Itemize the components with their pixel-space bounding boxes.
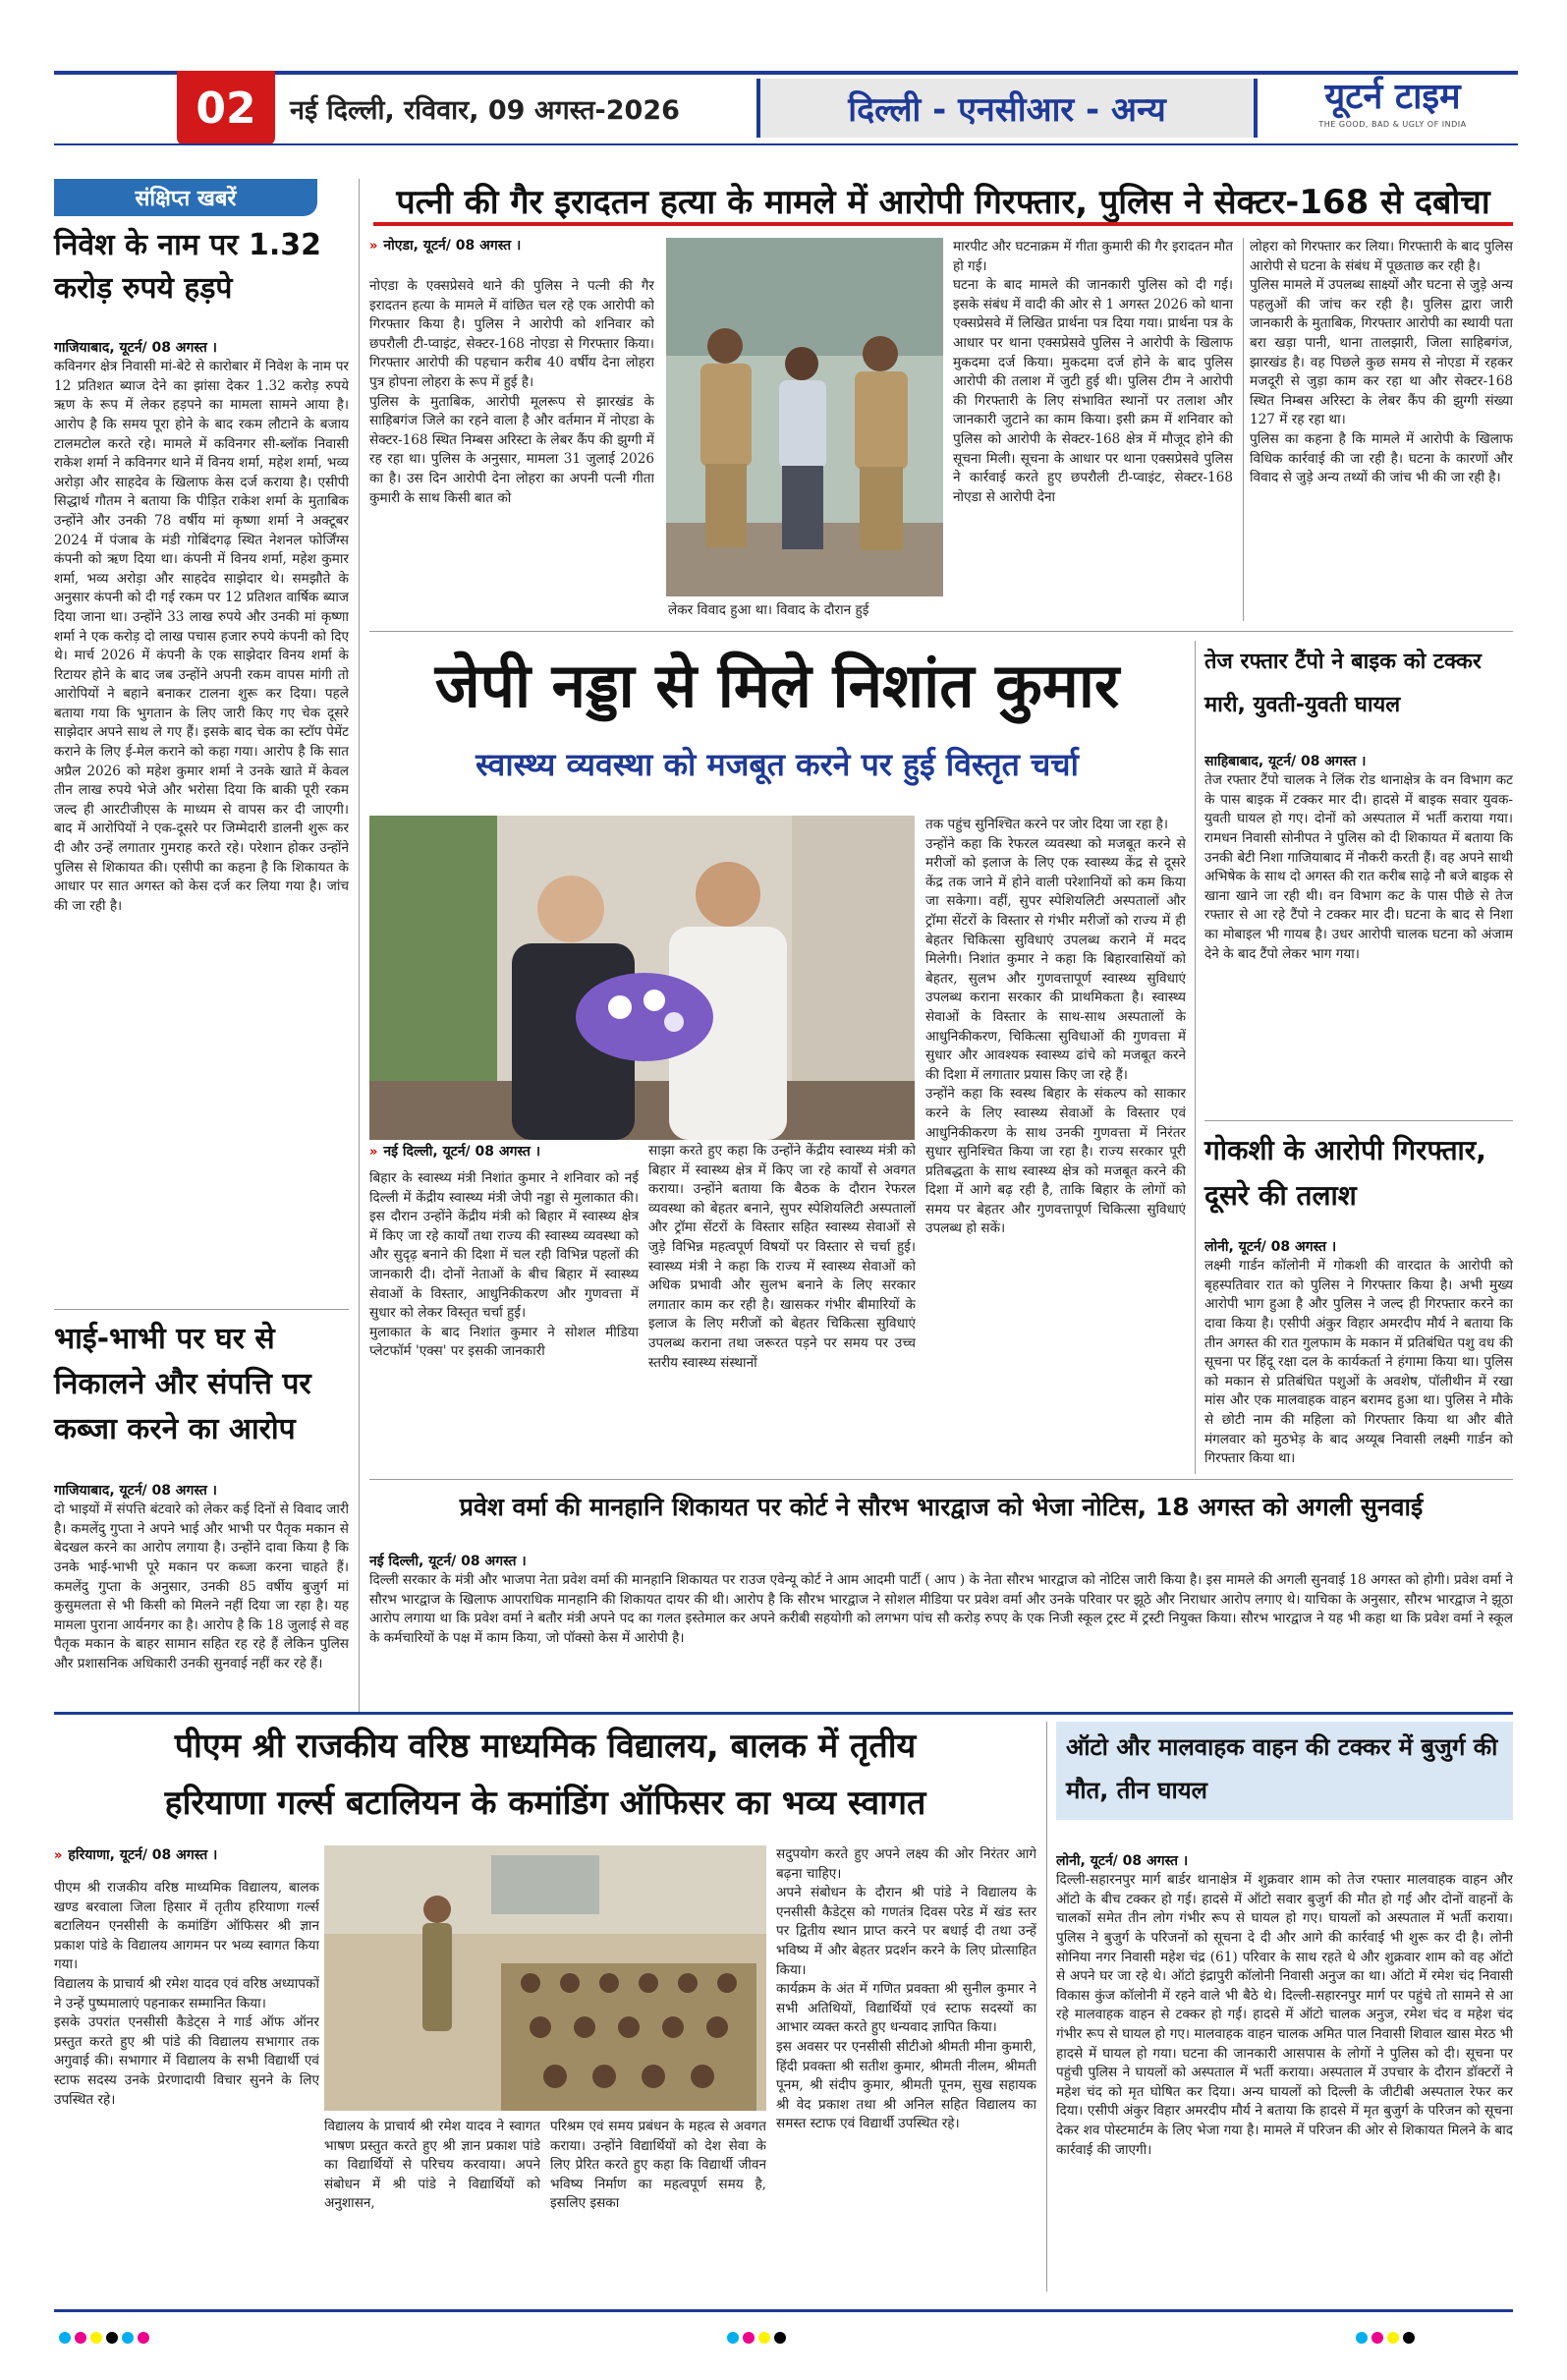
color-dot xyxy=(727,2332,739,2344)
nadda-col-right: तक पहुंच सुनिश्चित करने पर जोर दिया जा रहा है। उन्होंने कहा कि रेफरल व्यवस्था को मजबूत करने से मरीजों को इलाज के लिए एक स्वास्थ्य केंद्र से दूसरे केंद्र तक जाने में होने वाली परेशानियों को कम किया जा सकेगा। वहीं, सुपर स्पेशियलिटी अस्पतालों और ट्रॉमा सेंटरों के विस्तार से गंभीर मरीजों को राज्य में ही बेहतर चिकित्सा सुविधाएं उपलब्ध कराने में मदद मिलेगी। निशांत कुमार ने कहा कि बिहारवासियों को बेहतर, सुलभ और गुणवत्तापूर्ण स्वास्थ्य सुविधाएं उपलब्ध कराना सरकार की प्राथमिकता है। स्वास्थ्य सेवाओं के विस्तार के साथ-साथ अस्पतालों के आधुनिकीकरण, चिकित्सा सुविधाओं की गुणवत्ता में सुधार और आवश्यक स्वास्थ्य ढांचे को मजबूत करने की दिशा में लगातार प्रयास किए जा रहे हैं। उन्होंने कहा कि स्वस्थ बिहार के संकल्प को साकार करने के लिए स्वास्थ्य सेवाओं के विस्तार एवं आधुनिकीकरण के साथ उनकी गुणवत्ता में निरंतर सुधार सुनिश्चित किया जा रहा है। राज्य सरकार पूरी प्रतिबद्धता के साथ स्वास्थ्य क्षेत्र को मजबूत करने की दिशा में आगे बढ़ रही है, ताकि बिहार के लोगों को समय पर बेहतर और गुणवत्तापूर्ण चिकित्सा सुविधाएं उपलब्ध हो सकें। xyxy=(925,817,1186,1237)
lead-column-rule xyxy=(1243,238,1244,621)
sidebar-story1-body xyxy=(54,319,349,1307)
sidebar-story2-body xyxy=(54,1462,349,1708)
color-dot xyxy=(90,2332,102,2344)
color-dot xyxy=(138,2332,149,2344)
school-dateline-box xyxy=(54,1845,349,1864)
color-dot xyxy=(743,2332,755,2344)
registration-marks-center xyxy=(727,2329,923,2348)
sidebar-story2-text: दो भाइयों में संपत्ति बंटवारे को लेकर कई दिनों से विवाद जारी है। कमलेंदु गुप्ता ने अपने भाई और भाभी पर पैतृक मकान से बेदखल करने का आरोप लगाया है। उन्होंने दावा किया है कि उनके भाई-भाभी पूरे मकान पर कब्जा करना चाहते हैं। कमलेंदु गुप्ता के अनुसार, उनकी 85 वर्षीय बुजुर्ग मां कुसुमलता से भी किसी को मिलने नहीं दिया जा रहा है। यह मामला पुराना आर्यनगर का है। आरोप है कि 18 जुलाई से वह पैतृक मकान के बाहर सामान सहित रह रहे हैं लेकिन पुलिस और प्रशासनिक अधिकारी उनकी सुनवाई नहीं कर रहे हैं। xyxy=(54,1502,349,1672)
auto-body xyxy=(1056,1833,1513,2295)
page-number-text: 02 xyxy=(196,83,256,134)
parvesh-top-rule xyxy=(369,1479,1513,1480)
lead-bottom-rule xyxy=(369,631,1513,632)
school-headline-1: पीएम श्री राजकीय वरिष्ठ माध्यमिक विद्यालय, बालक में तृतीय xyxy=(174,1727,917,1766)
color-dot xyxy=(1403,2332,1415,2344)
school-col3: सदुपयोग करते हुए अपने लक्ष्य की ओर निरंतर आगे बढ़ना चाहिए। अपने संबोधन के दौरान श्री पांडे ने विद्यालय के एनसीसी कैडेट्स को गणतंत्र दिवस परेड में खंड स्तर पर द्वितीय स्थान प्राप्त करने पर बधाई दी तथा उन्हें भविष्य में और बेहतर प्रदर्शन करने के लिए प्रोत्साहित किया। कार्यक्रम के अंत में गणित प्रवक्ता श्री सुनील कुमार ने सभी अतिथियों, विद्यार्थियों एवं स्टाफ सदस्यों का आभार व्यक्त करते हुए धन्यवाद ज्ञापित किया। इस अवसर पर एनसीसी सीटीओ श्रीमती मीना कुमारी, हिंदी प्रवक्ता श्री सतीश कुमार, श्रीमती नीलम, श्रीमती पूनम, श्री संदीप कुमार, श्रीमती पूनम, सुख सहायक श्री वेद प्रकाश तथा श्री अनिल सहित विद्यालय का समस्त स्टाफ एवं विद्यार्थी उपस्थित रहे। xyxy=(776,1846,1036,2132)
registration-marks-left xyxy=(59,2329,354,2348)
sidebar-column-rule xyxy=(359,179,360,1712)
right-divider xyxy=(1204,1120,1513,1121)
sidebar-divider xyxy=(54,1309,349,1310)
school-rule xyxy=(54,1712,1513,1715)
nadda-column-rule xyxy=(1195,641,1196,1474)
lead-headline-rule xyxy=(373,222,1513,226)
masthead xyxy=(54,71,1518,145)
tempo-text: तेज रफ्तार टैंपो चालक ने लिंक रोड थानाक्षेत्र के वन विभाग कट के पास बाइक में टक्कर मार दी। हादसे में बाइक सवार युवक-युवती घायल हो गए। दोनों को अस्पताल में भर्ती कराया गया। रामधन निवासी सोनीपत ने पुलिस को दी शिकायत में बताया कि उनकी बेटी निशा गाजियाबाद में नौकरी करती हैं। वह अपने साथी अभिषेक के साथ दो अगस्त की रात करीब साढ़े नौ बजे बाइक से खाना खाने जा रही थी। वन विभाग कट के पास पीछे से तेज रफ्तार से आ रहे टैंपो ने टक्कर मार दी। घटना के बाद से निशा का मोबाइल भी गायब है। उधर आरोपी चालक घटना को अंजाम देने के बाद टैंपो लेकर भाग गया। xyxy=(1204,772,1513,962)
color-dot xyxy=(1371,2332,1383,2344)
auto-text: दिल्ली-सहारनपुर मार्ग बार्डर थानाक्षेत्र में शुक्रवार शाम को तेज रफ्तार मालवाहक वाहन और ऑटो के बीच टक्कर हो गई। हादसे में ऑटो सवार बुजुर्ग की मौत हो गई और दोनों वाहनों के चालकों समेत तीन लोग गंभीर रूप से घायल हो गए। घायलों को अस्पताल में भर्ती कराया। पुलिस ने बुजुर्ग के परिजनों को सूचना दे दी और आगे की कार्रवाई भी शुरू कर दी है। लोनी सोनिया नगर निवासी महेश चंद्र (61) परिवार के साथ रहते थे और शुक्रवार शाम को वह ऑटो से अपने घर जा रहे थे। ऑटो इंद्रापुरी कॉलोनी निवासी अनुज का था। ऑटो में रमेश चंद निवासी विकास कुंज कॉलोनी में रहने वाले भी बैठे थे। दिल्ली-सहारनपुर मार्ग पर पहुंचे तो सामने से आ रहे मालवाहक वाहन से टक्कर हो गई। हादसे में ऑटो चालक अनुज, रमेश चंद व महेश चंद गंभीर रूप से घायल हो गए। मालवाहक वाहन चालक अमित पाल निवासी शिवाल खास मेरठ भी हादसे में घायल हो गया। घटना की जानकारी आसपास के लोगों ने पुलिस को दी। सूचना पर पहुंची पुलिस ने घायलों को अस्पताल में भर्ती कराया। अस्पताल में उपचार के दौरान डॉक्टरों ने महेश चंद को मृत घोषित कर दिया। अन्य घायलों को दिल्ली के जीटीबी अस्पताल रेफर कर दिया। एसीपी अंकुर विहार अमरदीप मौर्य ने बताया कि हादसे में मृत बुजुर्ग के परिजन को सूचना देकर शव पोस्टमार्टम के लिए भेजा गया है। मामले में परिजन की ओर से शिकायत मिलने के बाद कार्रवाई की जाएगी। xyxy=(1056,1872,1513,2158)
sidebar-header-text: संक्षिप्त खबरें xyxy=(135,187,237,211)
meeting-photo xyxy=(369,816,915,1140)
sidebar-story1-headline: निवेश के नाम पर 1.32 करोड़ रुपये हड़पे xyxy=(54,228,322,306)
color-dot xyxy=(75,2332,86,2344)
tempo-dateline: साहिबाबाद, यूटर्न/ 08 अगस्त । xyxy=(1204,753,1367,769)
tempo-body xyxy=(1204,733,1513,1112)
page-number xyxy=(177,71,275,145)
color-dot xyxy=(758,2332,770,2344)
school-photo xyxy=(324,1845,766,2111)
parvesh-body xyxy=(369,1533,1513,1690)
lead-dateline-box xyxy=(369,236,664,255)
officer-standing xyxy=(422,1896,452,2031)
cadets xyxy=(501,1963,756,2111)
parvesh-text: दिल्ली सरकार के मंत्री और भाजपा नेता प्रवेश वर्मा की मानहानि शिकायत पर राउज एवेन्यू कोर्ट ने आम आदमी पार्टी ( आप ) के नेता सौरभ भारद्वाज को नोटिस जारी किया है। इस मामले की अगली सुनवाई 18 अगस्त को होगी। प्रवेश वर्मा ने सौरभ भारद्वाज के खिलाफ आपराधिक मानहानि की शिकायत दायर की थी। आरोप है कि सौरभ भारद्वाज ने सोशल मीडिया पर प्रवेश वर्मा और उनके परिवार पर झूठे और निराधार आरोप लगाए थे। याचिका के अनुसार, सौरभ भारद्वाज ने झूठा आरोप लगाया था कि प्रवेश वर्मा ने बतौर मंत्री अपने पद का गलत इस्तेमाल कर अपने करीबी सहयोगी को लगभग पांच सौ करोड़ रुपए के एक निजी स्कूल ट्रस्ट में ट्रस्टी नियुक्त किया। सौरभ भारद्वाज ने यह भी कहा था कि प्रवेश वर्मा ने स्कूल के कर्मचारियों के पक्ष में काम किया, जो पॉक्सो केस में आरोपी है। xyxy=(369,1572,1513,1646)
gokashi-text: लक्ष्मी गार्डन कॉलोनी में गोकशी की वारदात के आरोपी को बृहस्पतिवार रात को पुलिस ने गिरफ्तार किया है। अभी मुख्य आरोपी भाग हुआ है और पुलिस ने जल्द ही गिरफ्तार करने का दावा किया है। एसीपी अंकुर विहार अमरदीप मौर्य ने बताया कि तीन अगस्त की रात गुलफाम के मकान में प्रतिबंधित पशु वध की सूचना पर हिंदू रक्षा दल के कार्यकर्ता ने हंगामा किया था। पुलिस को मकान से प्रतिबंधित पशुओं के अवशेष, पॉलीथीन में रखा मांस और एक मालवाहक वाहन बरामद हुआ था। पुलिस ने मौके से छोटी नाम की महिला को गिरफ्तार किया था और बीते मंगलवार को मुठभेड़ के बाद अय्यूब निवासी लक्ष्मी गार्डन को गिरफ्तार किया था। xyxy=(1204,1258,1513,1467)
sidebar-story2-headline: भाई-भाभी पर घर से निकालने और संपत्ति पर कब्जा करने का आरोप xyxy=(54,1322,311,1446)
lead-photo xyxy=(666,238,943,596)
school-column-rule xyxy=(1046,1722,1047,2292)
sidebar-story1-text: कविनगर क्षेत्र निवासी मां-बेटे से कारोबार में निवेश के नाम पर 12 प्रतिशत ब्याज देने का झांसा देकर 1.32 करोड़ रुपये ऋण के रूप में लेकर हड़पने का मामला सामने आया है। आरोप है कि समय पूरा होने के बाद रकम लौटाने के बजाय टालमटोल करते रहे। मामले में कविनगर सी-ब्लॉक निवासी राकेश शर्मा ने कविनगर थाने में विनय शर्मा, महेश शर्मा, भव्य अरोड़ा और साहदेव के खिलाफ केस दर्ज कराया है। एसीपी सिद्धार्थ गौतम ने बताया कि पीड़ित राकेश शर्मा के मुताबिक उन्होंने और उनकी 78 वर्षीय मां कृष्णा शर्मा ने अक्टूबर 2024 में पंजाब के मंडी गोबिंदगढ़ स्थित नेशनल फोर्जिंग्स कंपनी को ऋण दिया था। कंपनी में विनय शर्मा, महेश कुमार शर्मा, भव्य अरोड़ा और साहदेव साझेदार थे। समझौते के अनुसार कंपनी को दी गई रकम पर 12 प्रतिशत वार्षिक ब्याज दिया जाना था। उन्होंने 33 लाख रुपये और उनकी मां कृष्णा शर्मा ने एक करोड़ दो लाख पचास हजार रुपये कंपनी को दिए थे। मार्च 2026 में कंपनी के एक साझेदार विनय शर्मा के रिटायर होने के बाद जब उन्होंने अपनी रकम वापस मांगी तो आरोपियों ने बहाने बनाकर टालना शुरू कर दिया। पहले बताया गया कि भुगतान के लिए जारी किए गए चेक दूसरे साझेदार अपने साथ ले गए हैं। इसके बाद चेक का स्टॉप पेमेंट कराने के लिए ई-मेल कराने को कहा गया। आरोप है कि सात अप्रैल 2026 को महेश कुमार शर्मा ने उनके खाते में केवल तीन लाख रुपये भेजे और भरोसा दिया कि बाकी पूरी रकम जल्द ही आरटीजीएस के माध्यम से वापस कर दी जाएगी। बाद में आरोपियों ने एक-दूसरे पर जिम्मेदारी डालनी शुरू कर दी और उन्हें लगातार गुमराह करते रहे। परेशान होकर उन्होंने पुलिस से शिकायत की। एसीपी का कहना है कि शिकायत के आधार पर सात अगस्त को केस दर्ज कर लिया गया है। जांच की जा रही है। xyxy=(54,359,349,914)
classroom-photo xyxy=(324,1845,766,2111)
section-banner xyxy=(756,79,1258,138)
logo-tagline: THE GOOD, BAD & UGLY OF INDIA xyxy=(1318,120,1467,129)
arrow-icon: » xyxy=(369,239,378,254)
parvesh-dateline: नई दिल्ली, यूटर्न/ 08 अगस्त । xyxy=(369,1553,527,1569)
color-dot xyxy=(1387,2332,1399,2344)
registration-marks-right xyxy=(1356,2329,1513,2348)
arrow-icon: » xyxy=(54,1848,63,1863)
color-dot xyxy=(122,2332,134,2344)
color-dot xyxy=(59,2332,71,2344)
sidebar-story1-dateline: गाजियाबाद, यूटर्न/ 08 अगस्त । xyxy=(54,339,217,356)
school-under-photo-left: विद्यालय के प्राचार्य श्री रमेश यादव ने स्वागत भाषण प्रस्तुत करते हुए श्री ज्ञान प्रकाश पांडे का विद्यार्थियों से परिचय करवाया। अपने संबोधन में श्री पांडे ने विद्यार्थियों को अनुशासन, xyxy=(324,2119,540,2212)
nadda-headline: जेपी नड्डा से मिले निशांत कुमार xyxy=(434,650,1120,721)
lead-dateline: नोएडा, यूटर्न/ 08 अगस्त । xyxy=(383,238,522,254)
logo xyxy=(1267,75,1518,142)
nadda-dateline: नई दिल्ली, यूटर्न/ 08 अगस्त । xyxy=(383,1144,541,1160)
nadda-subhead: स्वास्थ्य व्यवस्था को मजबूत करने पर हुई विस्तृत चर्चा xyxy=(476,746,1079,783)
section-title: दिल्ली - एनसीआर - अन्य xyxy=(848,90,1166,130)
sidebar-story2-dateline: गाजियाबाद, यूटर्न/ 08 अगस्त । xyxy=(54,1482,217,1499)
parvesh-headline: प्रवेश वर्मा की मानहानि शिकायत पर कोर्ट ने सौरभ भारद्वाज को भेजा नोटिस, 18 अगस्त को अगली सुनवाई xyxy=(459,1493,1424,1521)
color-dot xyxy=(774,2332,786,2344)
lead-headline: पत्नी की गैर इरादतन हत्या के मामले में आरोपी गिरफ्तार, पुलिस ने सेक्टर-168 से दबोचा xyxy=(396,183,1490,222)
gokashi-headline: गोकशी के आरोपी गिरफ्तार, दूसरे की तलाश xyxy=(1204,1134,1486,1212)
school-col1: पीएम श्री राजकीय वरिष्ठ माध्यमिक विद्यालय, बालक खण्ड बरवाला जिला हिसार में तृतीय हरियाणा गर्ल्स बटालियन एनसीसी के कमांडिंग ऑफिसर श्री ज्ञान प्रकाश पांडे के विद्यालय आगमन पर भव्य स्वागत किया गया। विद्यालय के प्राचार्य श्री रमेश यादव एवं वरिष्ठ अध्यापकों ने उन्हें पुष्पमालाएं पहनाकर सम्मानित किया। इसके उपरांत एनसीसी कैडेट्स ने गार्ड ऑफ ऑनर प्रस्तुत करते हुए श्री पांडे की विद्यालय सभागार तक अगुवाई की। सभागार में विद्यालय के सभी विद्यार्थी एवं स्टाफ सदस्य उनके प्रेरणादायी विचार सुनने के लिए उपस्थित रहे। xyxy=(54,1880,319,2108)
masthead-bottom-rule xyxy=(54,143,1518,145)
arrow-icon: » xyxy=(369,1145,378,1160)
nadda-photo xyxy=(369,816,915,1140)
auto-headline: ऑटो और मालवाहक वाहन की टक्कर में बुजुर्ग की मौत, तीन घायल xyxy=(1066,1733,1498,1804)
auto-dateline: लोनी, यूटर्न/ 08 अगस्त । xyxy=(1056,1852,1189,1869)
school-under-photo-right: परिश्रम एवं समय प्रबंधन के महत्व से अवगत कराया। उन्होंने विद्यार्थियों को देश सेवा के लिए प्रेरित करते हुए कहा कि विद्यार्थी जीवन भविष्य निर्माण का महत्वपूर्ण समय है, इसलिए इसका xyxy=(550,2119,766,2212)
lead-photo-caption: लेकर विवाद हुआ था। विवाद के दौरान हुई xyxy=(668,602,869,618)
lead-col1: नोएडा के एक्सप्रेसवे थाने की पुलिस ने पत्नी की गैर इरादतन हत्या के मामले में वांछित चल रहे एक आरोपी को गिरफ्तार किया है। पुलिस ने आरोपी को शनिवार को छपरौली टी-प्वाइंट, सेक्टर-168 नोएडा से गिरफ्तार किया। गिरफ्तार आरोपी की पहचान करीब 40 वर्षीय देना लोहरा पुत्र होपना लोहरा के रूप में हुई है। पुलिस के मुताबिक, आरोपी मूलरूप से झारखंड के साहिबगंज जिले का रहने वाला है और वर्तमान में नोएडा के सेक्टर-168 स्थित निम्बस अरिस्टा के लेबर कैंप की झुग्गी में रह रहा था। पुलिस के अनुसार, मामला 31 जुलाई 2026 का है। उस दिन आरोपी देना लोहरा का अपनी पत्नी गीता कुमारी के साथ किसी बात को xyxy=(369,278,654,506)
gokashi-dateline: लोनी, यूटर्न/ 08 अगस्त । xyxy=(1204,1238,1337,1255)
lead-col3: लोहरा को गिरफ्तार कर लिया। गिरफ्तारी के बाद पुलिस आरोपी से घटना के संबंध में पूछताछ कर रही है। पुलिस मामले में उपलब्ध साक्ष्यों और घटना से जुड़े अन्य पहलुओं की जांच कर रही है। पुलिस द्वारा जारी जानकारी के मुताबिक, गिरफ्तार आरोपी का स्थायी पता बरा खड़ा पानी, थाना तालझारी, जिला साहिबगंज, झारखंड है। वह पिछले कुछ समय से नोएडा में रहकर मजदूरी से जुड़ा काम कर रहा था और सेक्टर-168 स्थित निम्बस अरिस्टा के लेबर कैंप की झुग्गी संख्या 127 में रह रहा था। पुलिस का कहना है कि मामले में आरोपी के खिलाफ विधिक कार्रवाई की जा रही है। घटना के कारणों और विवाद से जुड़े अन्य तथ्यों की जांच भी की जा रही है। xyxy=(1250,239,1513,486)
police-photo xyxy=(666,238,943,596)
nadda-col2: साझा करते हुए कहा कि उन्होंने केंद्रीय स्वास्थ्य मंत्री को बिहार में स्वास्थ्य क्षेत्र में किए जा रहे कार्यों से अवगत कराया। उन्होंने बताया कि बैठक के दौरान रेफरल व्यवस्था को बेहतर बनाने, सुपर स्पेशियलिटी अस्पतालों और ट्रॉमा सेंटरों के विस्तार सहित स्वास्थ्य सेवाओं से जुड़े विभिन्न महत्वपूर्ण विषयों पर विस्तार से चर्चा हुई। स्वास्थ्य मंत्री ने कहा कि राज्य में स्वास्थ्य सेवाओं को अधिक प्रभावी और सुलभ बनाने के लिए सरकार लगातार काम कर रही है। खासकर गंभीर बीमारियों के इलाज के लिए मरीजों को बेहतर चिकित्सा सुविधाएं उपलब्ध कराना तथा जरूरत पड़ने पर समय पर उच्च स्तरीय स्वास्थ्य संस्थानों xyxy=(648,1143,916,1371)
bouquet xyxy=(576,973,713,1061)
color-dot xyxy=(1356,2332,1368,2344)
dateline: नई दिल्ली, रविवार, 09 अगस्त-2026 xyxy=(290,95,680,126)
school-dateline: हरियाणा, यूटर्न/ 08 अगस्त । xyxy=(68,1847,218,1863)
tempo-headline: तेज रफ्तार टैंपो ने बाइक को टक्कर मारी, युवती-युवती घायल xyxy=(1204,650,1482,717)
lead-col2: मारपीट और घटनाक्रम में गीता कुमारी की गैर इरादतन मौत हो गई। घटना के बाद मामले की जानकारी पुलिस को दी गई। इसके संबंध में वादी की ओर से 1 अगस्त 2026 को थाना एक्सप्रेसवे में लिखित प्रार्थना पत्र दिया गया। प्रार्थना पत्र के आधार पर थाना एक्सप्रेसवे पुलिस ने आरोपी के खिलाफ मुकदमा दर्ज किया। मुकदमा दर्ज होने के बाद पुलिस आरोपी की तलाश में जुटी हुई थी। पुलिस टीम ने आरोपी की गिरफ्तारी के लिए संभावित स्थानों पर तलाश और जानकारी जुटाने का काम किया। इसी क्रम में शनिवार को पुलिस को आरोपी के सेक्टर-168 क्षेत्र में मौजूद होने की सूचना मिली। सूचना के आधार पर थाना एक्सप्रेसवे पुलिस ने कार्रवाई करते हुए छपरौली टी-प्वाइंट, सेक्टर-168 नोएडा से आरोपी देना xyxy=(953,239,1233,505)
nadda-col1: बिहार के स्वास्थ्य मंत्री निशांत कुमार ने शनिवार को नई दिल्ली में केंद्रीय स्वास्थ्य मंत्री जेपी नड्डा से मुलाकात की। इस दौरान उन्होंने केंद्रीय मंत्री को बिहार में स्वास्थ्य क्षेत्र में किए जा रहे कार्यों तथा राज्य की स्वास्थ्य व्यवस्था को और सुदृढ़ बनाने की दिशा में चल रही विभिन्न पहलों की जानकारी दी। दोनों नेताओं के बीच बिहार में स्वास्थ्य सेवाओं के विस्तार, आधुनिकीकरण और गुणवत्ता में सुधार को लेकर विस्तृत चर्चा हुई। मुलाकात के बाद निशांत कुमार ने सोशल मीडिया प्लेटफॉर्म 'एक्स' पर इसकी जानकारी xyxy=(369,1170,639,1360)
school-headline-2: हरियाणा गर्ल्स बटालियन के कमांडिंग ऑफिसर का भव्य स्वागत xyxy=(164,1784,926,1823)
color-dot xyxy=(106,2332,118,2344)
sidebar-header xyxy=(54,179,317,216)
logo-text: यूटर्न टाइम xyxy=(1324,77,1461,117)
gokashi-body xyxy=(1204,1218,1513,1474)
footer-rule xyxy=(54,2309,1513,2312)
